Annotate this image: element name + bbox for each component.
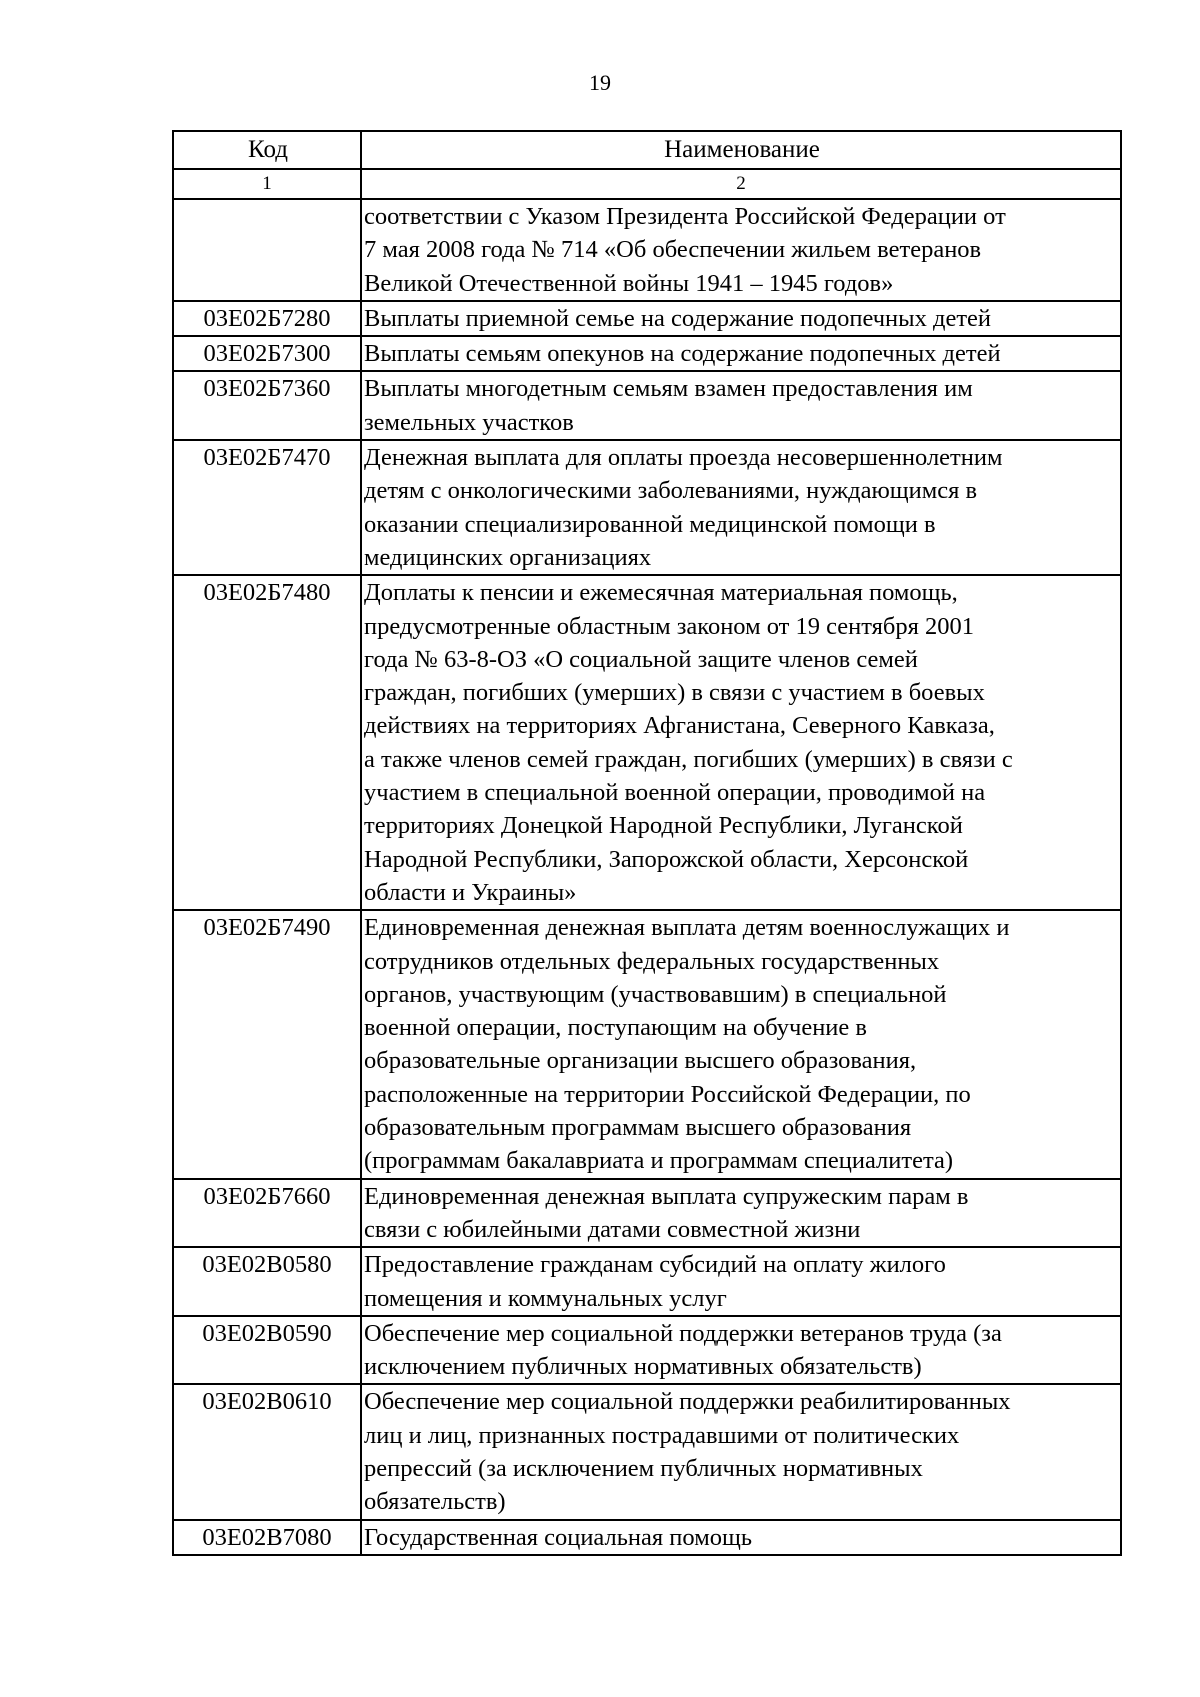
row-name-line: Государственная социальная помощь [364,1523,752,1551]
column-number-2: 2 [361,169,1121,199]
row-name-line: лиц и лиц, признанных пострадавшими от политических [364,1421,960,1449]
row-code: 03Е02Б7480 [173,575,361,910]
row-name-line: Доплаты к пенсии и ежемесячная материальная помощь, [364,579,958,607]
table-row [173,371,1121,440]
column-number-1: 1 [173,169,361,199]
row-name-line: территориях Донецкой Народной Республики, Луганской [364,812,963,840]
row-name [361,1520,1121,1555]
row-code: 03Е02В7080 [173,1520,361,1555]
table-row [173,1316,1121,1385]
row-name-line: Обеспечение мер социальной поддержки реабилитированных [364,1388,1011,1416]
row-code: 03Е02В0580 [173,1247,361,1316]
row-name-line: граждан, погибших (умерших) в связи с участием в боевых [364,679,985,707]
table-row [173,199,1121,301]
row-name-line: области и Украины» [364,878,577,906]
row-name-line: Народной Республики, Запорожской области, Херсонской [364,845,969,873]
row-name-line: военной операции, поступающим на обучение в [364,1014,867,1042]
header-code: Код [173,131,361,169]
row-name-line: медицинских организациях [364,543,652,571]
row-code: 03Е02Б7360 [173,371,361,440]
row-name [361,301,1121,336]
row-name-line: исключением публичных нормативных обязательств) [364,1353,922,1381]
row-name [361,371,1121,440]
row-name [361,336,1121,371]
row-name [361,1247,1121,1316]
row-name-line: (программам бакалавриата и программам специалитета) [364,1147,954,1175]
row-name [361,1316,1121,1385]
table-row [173,1247,1121,1316]
row-code: 03Е02В0610 [173,1384,361,1519]
row-name [361,440,1121,575]
row-name-line: предусмотренные областным законом от 19 сентября 2001 [364,612,975,640]
table-row [173,575,1121,910]
row-name-line: а также членов семей граждан, погибших (умерших) в связи с [364,745,1013,773]
row-code: 03Е02Б7490 [173,910,361,1178]
row-code: 03Е02Б7280 [173,301,361,336]
table-row [173,301,1121,336]
budget-codes-table [172,130,1122,1556]
table-row [173,440,1121,575]
row-code: 03Е02Б7470 [173,440,361,575]
row-name-line: земельных участков [364,408,574,436]
header-name: Наименование [361,131,1121,169]
row-name-line: расположенные на территории Российской Федерации, по [364,1080,971,1108]
row-name-line: образовательные организации высшего образования, [364,1047,917,1075]
row-name-line: репрессий (за исключением публичных нормативных [364,1454,923,1482]
row-name-line: Обеспечение мер социальной поддержки ветеранов труда (за [364,1319,1002,1347]
row-name [361,575,1121,910]
row-name-line: Выплаты многодетным семьям взамен предоставления им [364,375,973,403]
row-name-line: действиях на территориях Афганистана, Северного Кавказа, [364,712,995,740]
row-name-line: Единовременная денежная выплата супружеским парам в [364,1182,969,1210]
column-number-row [173,169,1121,199]
row-code: 03Е02Б7300 [173,336,361,371]
row-name-line: связи с юбилейными датами совместной жизни [364,1215,861,1243]
row-name-line: Выплаты приемной семье на содержание подопечных детей [364,304,992,332]
row-name-line: обязательств) [364,1488,506,1516]
page-number: 19 [589,70,611,95]
row-name [361,199,1121,301]
table-row [173,910,1121,1178]
table-row [173,1179,1121,1248]
table-row [173,1384,1121,1519]
row-name-line: года № 63-8-ОЗ «О социальной защите членов семей [364,645,918,673]
row-name-line: Денежная выплата для оплаты проезда несовершеннолетним [364,444,1003,472]
row-code [173,199,361,301]
row-code: 03Е02Б7660 [173,1179,361,1248]
row-code: 03Е02В0590 [173,1316,361,1385]
row-name-line: Великой Отечественной войны 1941 – 1945 годов» [364,269,894,297]
row-name-line: детям с онкологическими заболеваниями, нуждающимся в [364,477,978,505]
row-name-line: Выплаты семьям опекунов на содержание подопечных детей [364,340,1001,368]
table-row [173,1520,1121,1555]
row-name-line: Единовременная денежная выплата детям военнослужащих и [364,914,1010,942]
row-name-line: органов, участвующим (участвовавшим) в специальной [364,980,947,1008]
row-name-line: сотрудников отдельных федеральных государственных [364,947,940,975]
row-name-line: соответствии с Указом Президента Российской Федерации от [364,203,1006,230]
table-row [173,336,1121,371]
row-name-line: участием в специальной военной операции, проводимой на [364,779,986,807]
row-name [361,1384,1121,1519]
table-body [173,199,1121,1555]
row-name-line: помещения и коммунальных услуг [364,1284,727,1312]
table-header-row [173,131,1121,169]
row-name [361,1179,1121,1248]
row-name [361,910,1121,1178]
row-name-line: образовательным программам высшего образования [364,1114,912,1142]
row-name-line: 7 мая 2008 года № 714 «Об обеспечении жильем ветеранов [364,236,982,264]
row-name-line: оказании специализированной медицинской помощи в [364,510,936,538]
row-name-line: Предоставление гражданам субсидий на оплату жилого [364,1251,946,1279]
